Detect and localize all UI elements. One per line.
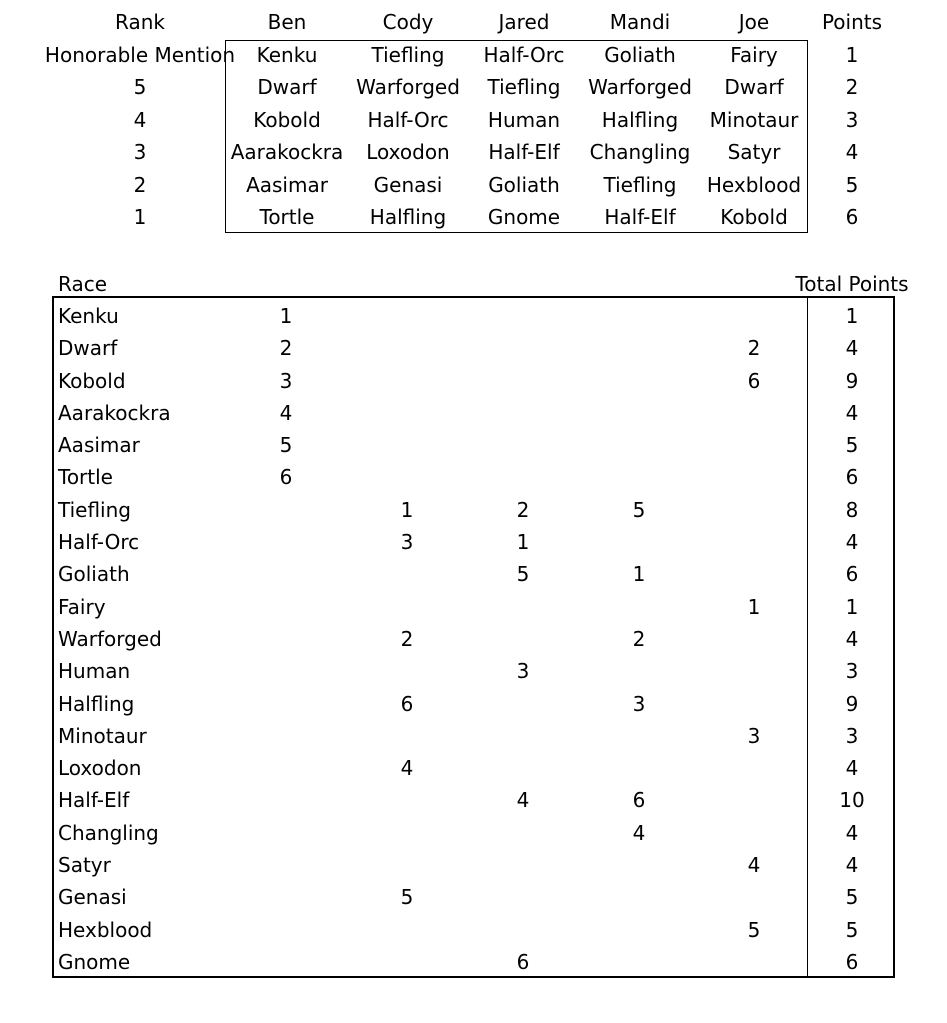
totals-row [0,365,947,397]
jared-points-cell: 1 [516,530,530,555]
joe-points-cell: 5 [747,917,761,942]
mandi-points-cell: 2 [632,626,646,651]
mandi-points-cell: 5 [632,497,646,522]
points-header: Points [821,10,883,34]
race-cell: Kenku [58,304,119,328]
race-cell: Loxodon [58,756,142,781]
points-cell: 1 [845,42,859,67]
mandi-cell: Warforged [588,75,692,99]
rank-header: Rank [115,10,165,34]
mandi-points-cell: 3 [632,691,646,716]
total-points-cell: 1 [845,304,859,328]
mandi-cell: Half-Elf [604,205,676,229]
mandi-points-cell: 6 [632,788,646,813]
totals-row [0,397,947,429]
joe-points-cell: 1 [747,594,761,619]
total-points-cell: 4 [845,530,859,555]
total-points-cell: 5 [845,433,859,458]
ben-points-cell: 4 [279,400,293,425]
mandi-cell: Goliath [604,42,676,67]
joe-points-cell: 6 [747,368,761,393]
total-points-cell: 4 [845,756,859,781]
total-points-cell: 6 [845,949,859,974]
total-points-header: Total Points [795,272,909,296]
rankings-table [0,6,947,234]
race-cell: Halfling [58,691,135,716]
cody-cell: Loxodon [366,140,450,164]
jared-points-cell: 2 [516,497,530,522]
ben-points-cell: 3 [279,368,293,393]
total-points-cell: 9 [845,368,859,393]
totals-row [0,494,947,526]
total-points-cell: 10 [839,788,865,813]
ben-points-cell: 1 [279,304,293,328]
total-points-cell: 5 [845,885,859,910]
joe-points-cell: 4 [747,853,761,878]
rank-cell: 2 [133,172,147,197]
cody-cell: Warforged [356,75,460,99]
joe-header: Joe [738,10,770,34]
points-cell: 4 [845,140,859,164]
total-points-cell: 6 [845,562,859,587]
totals-table [0,268,947,978]
rank-cell: Honorable Mention [44,42,236,67]
cody-points-cell: 4 [400,756,414,781]
totals-row [0,720,947,752]
rankings-row [0,71,947,104]
totals-row [0,817,947,849]
ben-points-cell: 6 [279,465,293,490]
mandi-points-cell: 1 [632,562,646,587]
joe-points-cell: 3 [747,723,761,748]
rankings-row [0,136,947,169]
cody-points-cell: 3 [400,530,414,555]
jared-cell: Half-Orc [483,42,565,67]
cody-points-cell: 1 [400,497,414,522]
rankings-row [0,104,947,137]
jared-cell: Gnome [487,205,561,229]
totals-row [0,688,947,720]
cody-cell: Halfling [369,205,447,229]
total-points-cell: 4 [845,400,859,425]
mandi-header: Mandi [609,10,671,34]
total-points-cell: 4 [845,853,859,878]
rankings-row [0,169,947,202]
ben-cell: Aasimar [246,172,328,197]
total-points-cell: 4 [845,336,859,361]
totals-row [0,429,947,461]
rank-cell: 3 [133,140,147,164]
total-points-cell: 3 [845,723,859,748]
race-cell: Changling [58,820,159,845]
race-cell: Half-Elf [58,788,130,813]
jared-points-cell: 3 [516,659,530,684]
ben-cell: Aarakockra [230,140,344,164]
jared-cell: Half-Elf [488,140,560,164]
joe-cell: Satyr [727,140,781,164]
mandi-cell: Changling [589,140,691,164]
race-cell: Hexblood [58,917,153,942]
jared-points-cell: 6 [516,949,530,974]
total-points-cell: 9 [845,691,859,716]
ben-cell: Dwarf [257,75,317,99]
ben-header: Ben [267,10,307,34]
race-cell: Aarakockra [58,400,171,425]
race-cell: Dwarf [58,336,118,361]
race-cell: Fairy [58,594,106,619]
cody-points-cell: 6 [400,691,414,716]
race-cell: Half-Orc [58,530,140,555]
total-points-cell: 4 [845,820,859,845]
total-points-cell: 1 [845,594,859,619]
totals-row [0,784,947,816]
totals-row [0,849,947,881]
race-cell: Goliath [58,562,130,587]
rankings-header-row [0,6,947,39]
joe-cell: Dwarf [724,75,784,99]
points-cell: 6 [845,205,859,229]
race-cell: Tiefling [58,497,131,522]
ben-cell: Kobold [253,107,321,132]
race-cell: Human [58,659,131,684]
cody-cell: Genasi [373,172,443,197]
race-cell: Satyr [58,853,111,878]
totals-row [0,300,947,332]
jared-points-cell: 5 [516,562,530,587]
race-cell: Kobold [58,368,126,393]
points-cell: 3 [845,107,859,132]
totals-row [0,914,947,946]
joe-cell: Minotaur [709,107,799,132]
rankings-row [0,201,947,234]
cody-cell: Half-Orc [367,107,449,132]
joe-cell: Hexblood [706,172,802,197]
rankings-row [0,39,947,72]
race-cell: Warforged [58,626,162,651]
total-points-cell: 3 [845,659,859,684]
race-cell: Tortle [58,465,113,490]
mandi-cell: Tiefling [603,172,677,197]
mandi-points-cell: 4 [632,820,646,845]
ben-points-cell: 2 [279,336,293,361]
totals-row [0,332,947,364]
points-cell: 2 [845,75,859,99]
totals-row [0,526,947,558]
cody-points-cell: 2 [400,626,414,651]
ben-cell: Tortle [259,205,315,229]
race-cell: Aasimar [58,433,140,458]
race-cell: Genasi [58,885,127,910]
rank-cell: 4 [133,107,147,132]
ben-points-cell: 5 [279,433,293,458]
total-points-cell: 4 [845,626,859,651]
total-points-cell: 5 [845,917,859,942]
jared-points-cell: 4 [516,788,530,813]
joe-cell: Kobold [720,205,788,229]
totals-row [0,461,947,493]
totals-row [0,655,947,687]
totals-row [0,591,947,623]
jared-cell: Tiefling [487,75,561,99]
mandi-cell: Halfling [601,107,679,132]
ben-cell: Kenku [256,42,318,67]
totals-row [0,623,947,655]
joe-points-cell: 2 [747,336,761,361]
jared-cell: Goliath [488,172,560,197]
points-cell: 5 [845,172,859,197]
totals-row [0,558,947,590]
rank-cell: 5 [133,75,147,99]
cody-points-cell: 5 [400,885,414,910]
totals-row [0,946,947,978]
totals-header-row [0,268,947,300]
jared-header: Jared [498,10,550,34]
rank-cell: 1 [133,205,147,229]
jared-cell: Human [487,107,561,132]
total-points-cell: 8 [845,497,859,522]
race-header: Race [58,272,108,296]
cody-header: Cody [382,10,434,34]
joe-cell: Fairy [730,42,778,67]
cody-cell: Tiefling [371,42,445,67]
race-cell: Minotaur [58,723,147,748]
race-cell: Gnome [58,949,131,974]
totals-row [0,881,947,913]
totals-row [0,752,947,784]
total-points-cell: 6 [845,465,859,490]
